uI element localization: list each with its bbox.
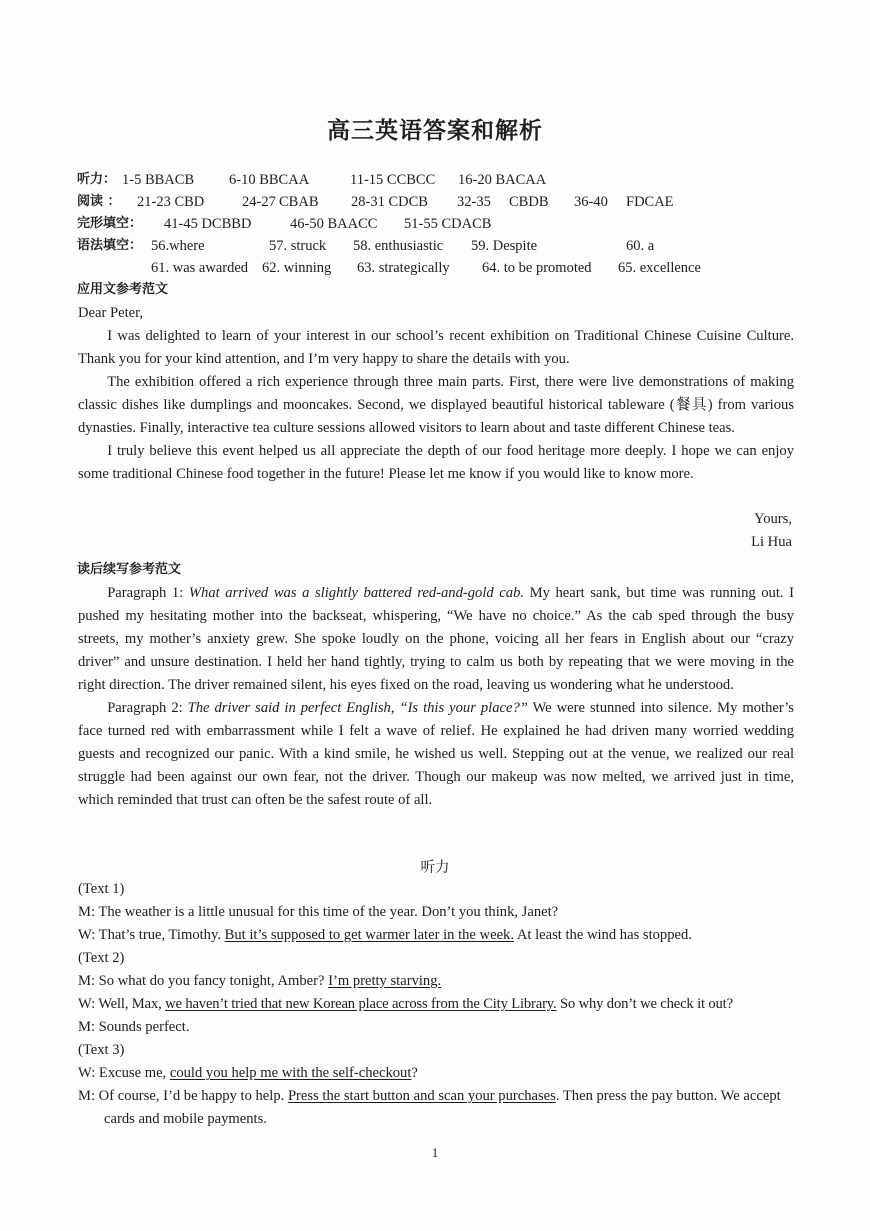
answer-item: 58. enthusiastic (353, 238, 444, 254)
answer-group: 51-55 CDACB (404, 216, 492, 232)
listening-label: 听力： (77, 172, 117, 187)
answer-group: 1-5 BBACB (122, 172, 195, 188)
line-text: ? (411, 1065, 418, 1081)
cloze-answers-row (77, 214, 797, 234)
line-text: M: Of course, I’d be happy to help. (78, 1088, 288, 1104)
answer-group: 6-10 BBCAA (229, 172, 310, 188)
story-paragraph-2 (78, 697, 794, 812)
answer-group: 16-20 BACAA (458, 172, 547, 188)
answer-group: FDCAE (626, 194, 674, 210)
answer-item: 61. was awarded (151, 260, 249, 276)
reading-label: 阅读 ： (77, 194, 121, 209)
underlined-key-text: But it’s supposed to get warmer later in the week. (224, 927, 514, 943)
continuation-writing-heading: 读后续写参考范文 (77, 562, 182, 577)
grammar-answers-row-1 (77, 236, 797, 256)
grammar-answers-row-2 (77, 258, 797, 278)
underlined-key-text: could you help me with the self-checkout (169, 1065, 412, 1081)
underlined-key-text: we haven’t tried that new Korean place across from the City Library. (165, 996, 557, 1012)
answer-group: 21-23 CBD (137, 194, 205, 210)
practical-writing-heading: 应用文参考范文 (77, 282, 169, 297)
paragraph-text: We were stunned into silence. My mother’s face turned red with embarrassment while I felt a wave of relief. He explained he had driven many worried wedding guests and recognized our panic. With a kind smile, he wished us well. Stepping out at the venue, we realized our real struggle had been against our own fear, not the driver. Though our makeup was now melted, we arrived just in time, which reminded that trust can often be the safest route of all. (78, 700, 794, 808)
answer-item: 57. struck (269, 238, 327, 254)
paragraph-label: Paragraph 1: (107, 585, 189, 601)
text-number: (Text 2) (78, 950, 125, 966)
practical-writing-body (78, 302, 794, 486)
letter-paragraph: I truly believe this event helped us all appreciate the depth of our food heritage more deeply. I hope we can enjoy some traditional Chinese food together in the future! Please let me know if you would like to know more. (78, 443, 794, 482)
paragraph-lead-sentence: What arrived was a slightly battered red-and-gold cab. (188, 585, 525, 601)
answer-group: 41-45 DCBBD (164, 216, 252, 232)
letter-closing: Yours, (754, 511, 792, 527)
line-text: M: So what do you fancy tonight, Amber? (78, 973, 329, 989)
dialogue-line (78, 1085, 794, 1131)
letter-signature: Li Hua (751, 534, 792, 550)
answer-group: 24-27 (242, 194, 276, 210)
answer-group: 28-31 CDCB (351, 194, 428, 210)
dialogue-line: M: Sounds perfect. (78, 1019, 190, 1035)
story-paragraph-1 (78, 582, 794, 697)
dialogue-line (78, 970, 794, 993)
paragraph-label: Paragraph 2: (107, 700, 188, 716)
line-text: So why don’t we check it out? (556, 996, 733, 1012)
answer-group: 46-50 BAACC (290, 216, 378, 232)
answer-item: 63. strategically (357, 260, 450, 276)
listening-script-heading: 听力 (420, 860, 450, 876)
letter-paragraph: The exhibition offered a rich experience through three main parts. First, there were live demonstrations of making classic dishes like dumplings and mooncakes. Second, we displayed beautiful historical tableware (餐具) from various dynasties. Finally, interactive tea culture sessions allowed visitors to learn about and taste different Chinese teas. (78, 374, 794, 436)
answer-item: 59. Despite (471, 238, 538, 254)
page-title: 高三英语答案和解析 (327, 118, 543, 144)
underlined-key-text: Press the start button and scan your purchases (287, 1088, 556, 1104)
listening-script (78, 878, 794, 1131)
line-text: . Then press the pay button. We accept cards and mobile payments. (104, 1088, 781, 1127)
reading-answers-row (77, 192, 797, 212)
answer-group: 36-40 (574, 194, 608, 210)
paragraph-lead-sentence: The driver said in perfect English, “Is this your place?” (187, 700, 528, 716)
answer-item: 62. winning (262, 260, 332, 276)
continuation-writing-body (78, 582, 794, 812)
answer-group: 32-35 (457, 194, 491, 210)
answer-group: CBAB (279, 194, 319, 210)
salutation: Dear Peter, (78, 305, 144, 321)
grammar-label: 语法填空： (77, 238, 143, 253)
answer-item: 65. excellence (618, 260, 701, 276)
answer-item: 64. to be promoted (482, 260, 592, 276)
letter-paragraph: I was delighted to learn of your interest in our school’s recent exhibition on Traditional Chinese Cuisine Culture. Thank you for your kind attention, and I’m very happy to share the details with you. (78, 328, 794, 367)
text-number: (Text 3) (78, 1042, 125, 1058)
dialogue-line (78, 993, 794, 1016)
answer-group: CBDB (509, 194, 549, 210)
cloze-label: 完形填空： (77, 216, 143, 231)
dialogue-line: M: The weather is a little unusual for this time of the year. Don’t you think, Janet? (78, 904, 559, 920)
underlined-key-text: I’m pretty starving. (328, 973, 442, 989)
line-text: W: That’s true, Timothy. (78, 927, 225, 943)
dialogue-line (78, 924, 794, 947)
answer-group: 11-15 CCBCC (350, 172, 436, 188)
line-text: At least the wind has stopped. (514, 927, 692, 943)
answer-item: 56.where (151, 238, 205, 254)
text-number: (Text 1) (78, 881, 125, 897)
dialogue-line (78, 1062, 794, 1085)
line-text: W: Excuse me, (78, 1065, 170, 1081)
paragraph-text: My heart sank, but time was running out. I pushed my hesitating mother into the backseat, whispering, “We have no choice.” As the cab sped through the busy streets, my mother’s anxiety grew. She spoke loudly on the phone, voicing all her fears in English about our “crazy driver” and unsure destination. I held her hand tightly, trying to calm us both by repeating that we were moving in the right direction. The driver remained silent, his eyes fixed on the road, leaving us wondering what he understood. (78, 585, 795, 693)
answer-item: 60. a (626, 238, 655, 254)
line-text: W: Well, Max, (78, 996, 166, 1012)
listening-answers-row (77, 170, 797, 190)
page-number: 1 (431, 1145, 439, 1160)
